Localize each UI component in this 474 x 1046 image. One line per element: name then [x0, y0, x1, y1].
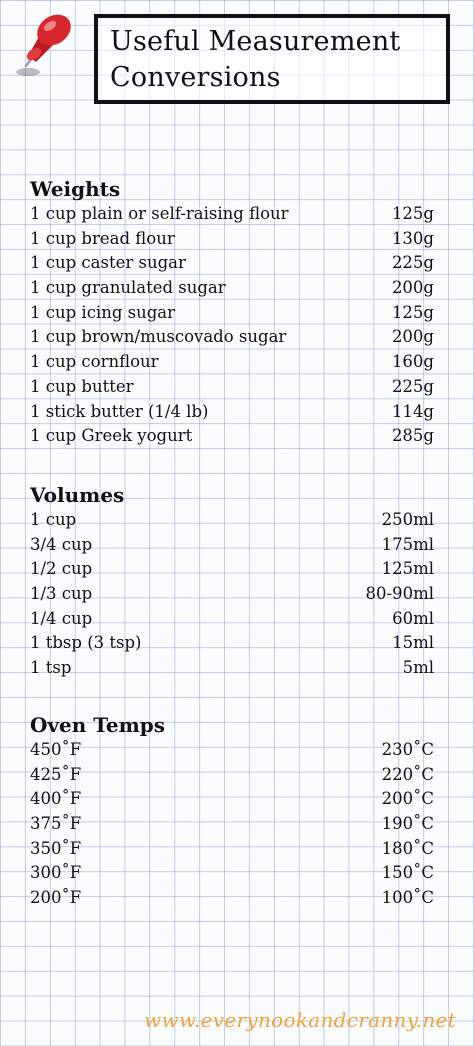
oven-temps-section	[30, 712, 434, 911]
row-label: 1 cup icing sugar	[30, 302, 176, 322]
table-row	[30, 582, 434, 607]
table-row	[30, 861, 434, 886]
table-row	[30, 227, 434, 252]
row-label: 1 cup Greek yogurt	[30, 426, 193, 446]
row-label: 1 stick butter (1/4 lb)	[30, 401, 209, 421]
row-value: 200g	[391, 278, 434, 298]
row-value: 220˚C	[381, 764, 434, 784]
volumes-heading: Volumes	[30, 483, 125, 507]
row-value: 80-90ml	[365, 584, 434, 604]
table-row	[30, 325, 434, 350]
row-value: 200g	[391, 327, 434, 347]
table-row	[30, 557, 434, 582]
table-row	[30, 886, 434, 911]
row-value: 150˚C	[381, 863, 434, 883]
row-label: 350˚F	[30, 838, 82, 858]
row-value: 225g	[391, 376, 434, 396]
row-value: 160g	[391, 352, 434, 372]
row-label: 1/3 cup	[30, 584, 93, 604]
row-label: 1/4 cup	[30, 608, 93, 628]
row-label: 375˚F	[30, 814, 82, 834]
row-value: 5ml	[402, 658, 434, 678]
row-value: 225g	[391, 253, 434, 273]
pushpin-icon	[6, 6, 80, 84]
row-value: 15ml	[392, 633, 434, 653]
table-row	[30, 787, 434, 812]
row-label: 425˚F	[30, 764, 82, 784]
row-label: 1/2 cup	[30, 559, 93, 579]
row-label: 1 tsp	[30, 658, 72, 678]
row-label: 1 cup plain or self-raising flour	[30, 204, 289, 223]
table-row	[30, 607, 434, 632]
table-row	[30, 508, 434, 533]
table-row	[30, 375, 434, 400]
row-value: 100˚C	[381, 888, 434, 908]
table-row	[30, 738, 434, 763]
row-label: 1 tbsp (3 tsp)	[30, 633, 142, 653]
table-row	[30, 837, 434, 862]
row-label: 1 cup	[30, 510, 77, 529]
table-row	[30, 631, 434, 656]
title-box	[94, 14, 450, 104]
row-label: 1 cup caster sugar	[30, 253, 186, 273]
row-value: 230˚C	[381, 740, 434, 759]
volumes-section	[30, 482, 434, 681]
row-value: 250ml	[381, 510, 434, 529]
row-value: 60ml	[392, 608, 434, 628]
row-value: 200˚C	[381, 789, 434, 809]
row-value: 190˚C	[381, 814, 434, 834]
table-row	[30, 301, 434, 326]
title-line-2: Conversions	[110, 62, 281, 93]
row-label: 1 cup cornflour	[30, 352, 159, 372]
row-label: 1 cup granulated sugar	[30, 278, 226, 298]
row-label: 450˚F	[30, 740, 82, 759]
row-label: 400˚F	[30, 789, 82, 809]
row-label: 1 cup butter	[30, 376, 134, 396]
title-line-1: Useful Measurement	[110, 26, 401, 57]
weights-heading: Weights	[30, 177, 121, 201]
row-label: 3/4 cup	[30, 534, 93, 554]
table-row	[30, 202, 434, 227]
table-row	[30, 276, 434, 301]
table-row	[30, 812, 434, 837]
row-value: 125ml	[381, 559, 434, 579]
row-label: 1 cup brown/muscovado sugar	[30, 327, 287, 347]
table-row	[30, 400, 434, 425]
table-row	[30, 763, 434, 788]
row-value: 114g	[391, 401, 434, 421]
table-row	[30, 251, 434, 276]
weights-section	[30, 176, 434, 449]
oven-temps-heading: Oven Temps	[30, 713, 165, 737]
table-row	[30, 350, 434, 375]
table-row	[30, 656, 434, 681]
row-label: 1 cup bread flour	[30, 228, 175, 248]
row-value: 175ml	[381, 534, 434, 554]
table-row	[30, 424, 434, 449]
row-value: 125g	[391, 302, 434, 322]
row-label: 300˚F	[30, 863, 82, 883]
row-label: 200˚F	[30, 888, 82, 908]
table-row	[30, 533, 434, 558]
row-value: 180˚C	[381, 838, 434, 858]
row-value: 125g	[391, 204, 434, 223]
row-value: 130g	[391, 228, 434, 248]
row-value: 285g	[391, 426, 434, 446]
website-url: www.everynookandcranny.net	[144, 1008, 456, 1032]
